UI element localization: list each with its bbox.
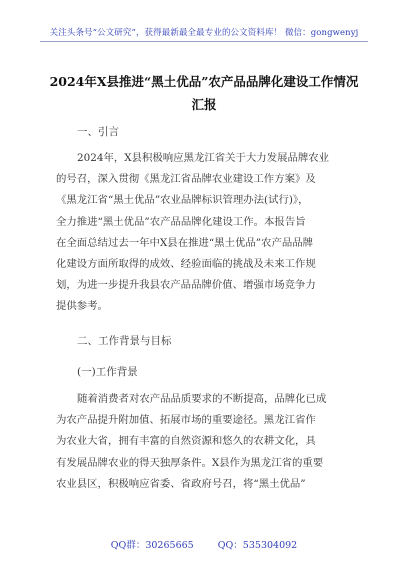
paragraph-line: 化建设方面所取得的成效、经验面临的挑战及未来工作规 [56, 258, 316, 271]
paragraph-line: 在全面总结过去一年中X县在推进“黑土优品”农产品品牌 [56, 236, 314, 249]
paragraph-line: 全力推进“黑土优品”农产品品牌化建设工作。本报告旨 [56, 215, 306, 228]
paragraph-line: 划，为进一步提升我县农产品品牌价值、增强市场竞争力 [56, 279, 316, 292]
introduction-paragraph [56, 148, 356, 318]
document-title-line-1: 2024年X县推进“黑土优品”农产品品牌化建设工作情况 [49, 74, 359, 89]
background-paragraph [56, 389, 356, 495]
paragraph-line: 《黑龙江省“黑土优品”农业品牌标识管理办法(试行)》， [56, 194, 309, 207]
footer-contact [0, 537, 408, 551]
paragraph-line: 提供参考。 [56, 300, 108, 313]
footer-qq-group: QQ群：30265665 [110, 540, 194, 551]
section-heading-introduction: 一、引言 [77, 126, 119, 138]
header-divider [40, 41, 368, 42]
footer-qq-number: QQ：535304092 [217, 540, 298, 551]
paragraph-line: 为农产品提升附加值、拓展市场的重要途径。黑龙江省作 [56, 414, 316, 427]
subsection-heading-background: (一)工作背景 [77, 366, 138, 378]
header-note: 关注头条号“公文研究”，获得最新最全最专业的公文资料库！ 微信：gongwenyj [49, 28, 359, 38]
paragraph-line: 2024年，X县积极响应黑龙江省关于大力发展品牌农业 [77, 152, 330, 164]
document-title-line-2: 汇报 [191, 97, 217, 112]
paragraph-line: 随着消费者对农产品品质要求的不断提高，品牌化已成 [77, 393, 327, 405]
paragraph-line: 为农业大省，拥有丰富的自然资源和悠久的农耕文化，具 [56, 435, 316, 448]
section-heading-background-goals: 二、工作背景与目标 [77, 335, 172, 347]
paragraph-line: 有发展品牌农业的得天独厚条件。X县作为黑龙江省的重要 [56, 456, 324, 469]
paragraph-line: 农业县区，积极响应省委、省政府号召，将“黑土优品” [56, 477, 306, 490]
paragraph-line: 的号召，深入贯彻《黑龙江省品牌农业建设工作方案》及 [56, 173, 316, 186]
